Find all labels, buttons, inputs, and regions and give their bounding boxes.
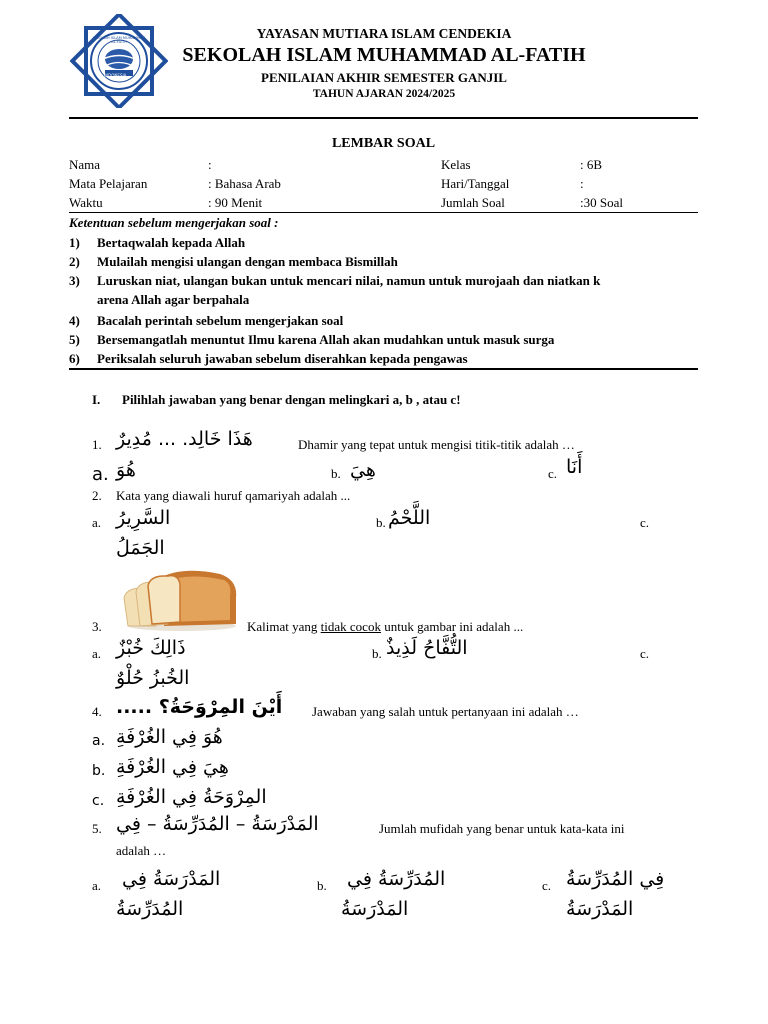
- option-arabic-line2: المُدَرِّسَةُ: [116, 898, 184, 920]
- question-text: Jumlah mufidah yang benar untuk kata-kata ini: [379, 821, 625, 836]
- waktu-label: Waktu: [69, 195, 103, 210]
- option-label: c.: [542, 878, 552, 893]
- section-instruction: Pilihlah jawaban yang benar dengan melingkari a, b , atau c!: [122, 392, 461, 407]
- assessment-name: PENILAIAN AKHIR SEMESTER GANJIL: [261, 70, 507, 85]
- rule-num: 4): [69, 313, 80, 328]
- option-label: c.: [640, 515, 650, 530]
- option-label: a.: [92, 878, 102, 893]
- option-label: b.: [372, 646, 382, 661]
- option-label: a.: [92, 733, 106, 749]
- kelas-value: : 6B: [580, 157, 603, 172]
- mapel-label: Mata Pelajaran: [69, 176, 148, 191]
- question-text: Kalimat yang tidak cocok untuk gambar ini adalah ...: [247, 619, 524, 634]
- info-divider: [69, 212, 698, 213]
- option-arabic: هُوَ فِي الغُرْفَةِ: [116, 726, 223, 748]
- option-arabic: المِرْوَحَةُ فِي الغُرْفَةِ: [116, 786, 267, 808]
- option-label: b.: [92, 763, 106, 779]
- rule-num: 6): [69, 351, 80, 366]
- option-arabic-line2: المَدْرَسَةُ: [341, 898, 409, 920]
- option-arabic-line1: المُدَرِّسَةُ فِي: [347, 868, 446, 890]
- kelas-label: Kelas: [441, 157, 471, 172]
- waktu-value: : 90 Menit: [208, 195, 263, 210]
- bread-image: [120, 568, 240, 632]
- jumlah-value: :30 Soal: [580, 195, 623, 210]
- logo-text: SEKOLAH ISLAM MUHAMMAD AL-FATIH: [92, 36, 146, 44]
- question-text: Kata yang diawali huruf qamariyah adalah ...: [116, 488, 351, 503]
- option-arabic-line2: المَدْرَسَةُ: [566, 898, 634, 920]
- nama-value: :: [208, 157, 212, 172]
- question-arabic: المَدْرَسَةُ – المُدَرِّسَةُ – فِي: [116, 813, 319, 835]
- section-number: I.: [92, 392, 101, 407]
- option-label: a.: [92, 646, 102, 661]
- question-number: 2.: [92, 488, 102, 503]
- rules-divider: [69, 368, 698, 370]
- logo-country: INDONESIA: [104, 73, 127, 78]
- rule-text-cont: arena Allah agar berpahala: [97, 292, 250, 307]
- option-arabic: السَّرِيرُ: [116, 507, 171, 529]
- option-arabic: هُوَ: [116, 459, 136, 481]
- option-label: a.: [92, 515, 102, 530]
- question-text: Dhamir yang tepat untuk mengisi titik-titik adalah …: [298, 437, 575, 452]
- question-arabic: أَيْنَ المِرْوَحَةُ؟ .....: [116, 696, 283, 718]
- rules-heading: Ketentuan sebelum mengerjakan soal :: [69, 215, 279, 230]
- option-arabic: التُّفَّاحُ لَذِيذٌ: [386, 637, 468, 659]
- rule-num: 3): [69, 273, 80, 288]
- question-number: 1.: [92, 437, 102, 452]
- question-arabic: هَذَا خَالِد. ... مُدِيرٌ: [116, 428, 253, 450]
- option-label: b.: [376, 515, 386, 530]
- option-arabic: اللَّحْمُ: [388, 507, 431, 529]
- option-arabic: الجَمَلُ: [116, 537, 165, 559]
- rule-text: Bacalah perintah sebelum mengerjakan soal: [97, 313, 344, 328]
- rule-text: Bersemangatlah menuntut Ilmu karena Allah akan mudahkan untuk masuk surga: [97, 332, 555, 347]
- option-label: c.: [92, 793, 105, 809]
- option-arabic: أَنَا: [566, 456, 583, 478]
- mapel-value: : Bahasa Arab: [208, 176, 281, 191]
- foundation-name: YAYASAN MUTIARA ISLAM CENDEKIA: [256, 26, 512, 41]
- option-arabic: هِيَ: [350, 459, 376, 481]
- option-arabic: الخُبزُ حُلْوٌ: [116, 667, 190, 689]
- rule-num: 5): [69, 332, 80, 347]
- header-divider: [69, 117, 698, 119]
- rule-text: Luruskan niat, ulangan bukan untuk mencari nilai, namun untuk murojaah dan niatkan k: [97, 273, 601, 288]
- option-label: c.: [548, 466, 558, 481]
- option-arabic: ذَالِكَ خُبْزٌ: [116, 637, 186, 659]
- option-label: b.: [317, 878, 327, 893]
- question-number: 3.: [92, 619, 102, 634]
- option-arabic: هِيَ فِي الغُرْفَةِ: [116, 756, 229, 778]
- rule-text: Periksalah seluruh jawaban sebelum diserahkan kepada pengawas: [97, 351, 468, 366]
- question-text-cont: adalah …: [116, 843, 167, 858]
- option-arabic-line1: فِي المُدَرِّسَةُ: [566, 868, 665, 890]
- rule-num: 1): [69, 235, 80, 250]
- hari-value: :: [580, 176, 584, 191]
- nama-label: Nama: [69, 157, 101, 172]
- question-text: Jawaban yang salah untuk pertanyaan ini adalah …: [312, 704, 579, 719]
- sheet-title: LEMBAR SOAL: [331, 136, 436, 151]
- academic-year: TAHUN AJARAN 2024/2025: [312, 88, 456, 100]
- hari-label: Hari/Tanggal: [441, 176, 510, 191]
- option-label: a.: [92, 464, 109, 485]
- rule-text: Mulailah mengisi ulangan dengan membaca Bismillah: [97, 254, 398, 269]
- school-logo: [70, 14, 168, 108]
- school-name: SEKOLAH ISLAM MUHAMMAD AL-FATIH: [182, 44, 586, 66]
- rule-num: 2): [69, 254, 80, 269]
- option-label: c.: [640, 646, 650, 661]
- option-arabic-line1: المَدْرَسَةُ فِي: [122, 868, 221, 890]
- rule-text: Bertaqwalah kepada Allah: [97, 235, 246, 250]
- question-number: 5.: [92, 821, 102, 836]
- option-label: b.: [331, 466, 341, 481]
- jumlah-label: Jumlah Soal: [441, 195, 505, 210]
- question-number: 4.: [92, 704, 102, 719]
